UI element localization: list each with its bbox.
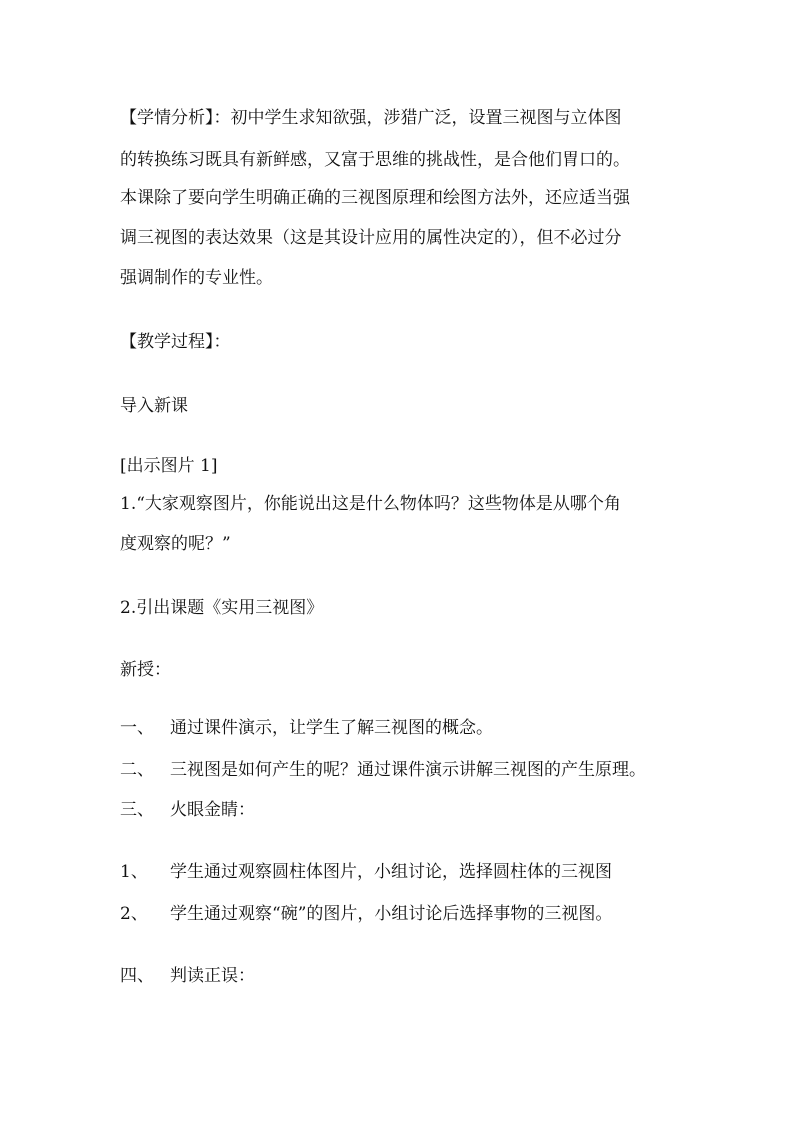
section-text: 火眼金睛：: [170, 800, 255, 820]
topic-line: 2.引出课题《实用三视图》: [120, 598, 324, 618]
question-line-2: 度观察的呢？”: [120, 534, 231, 554]
analysis-line-2: 的转换练习既具有新鲜感，又富于思维的挑战性，是合他们胃口的。: [120, 150, 630, 170]
section-text: 判读正误：: [170, 966, 255, 986]
show-picture-note: [出示图片 1]: [120, 456, 218, 476]
new-lesson-heading: 新授：: [120, 660, 171, 680]
process-heading: 【教学过程】：: [120, 332, 231, 352]
question-line-1: 1.“大家观察图片，你能说出这是什么物体吗？这些物体是从哪个角: [120, 494, 621, 514]
analysis-line-5: 强调制作的专业性。: [120, 268, 273, 288]
analysis-line-1: 【学情分析】：初中学生求知欲强，涉猎广泛，设置三视图与立体图: [120, 108, 622, 128]
section-number: 四、: [120, 966, 154, 986]
section-text: 通过课件演示，让学生了解三视图的概念。: [170, 718, 493, 738]
step-number: 2、: [120, 904, 148, 924]
section-number: 一、: [120, 718, 154, 738]
section-number: 二、: [120, 760, 154, 780]
step-text: 学生通过观察“碗”的图片，小组讨论后选择事物的三视图。: [170, 904, 613, 924]
section-number: 三、: [120, 800, 154, 820]
step-number: 1、: [120, 862, 148, 882]
analysis-line-4: 调三视图的表达效果（这是其设计应用的属性决定的），但不必过分: [120, 228, 622, 248]
section-text: 三视图是如何产生的呢？通过课件演示讲解三视图的产生原理。: [170, 760, 646, 780]
analysis-line-3: 本课除了要向学生明确正确的三视图原理和绘图方法外，还应适当强: [120, 188, 630, 208]
step-text: 学生通过观察圆柱体图片，小组讨论，选择圆柱体的三视图: [170, 862, 612, 882]
intro-heading: 导入新课: [120, 396, 188, 416]
